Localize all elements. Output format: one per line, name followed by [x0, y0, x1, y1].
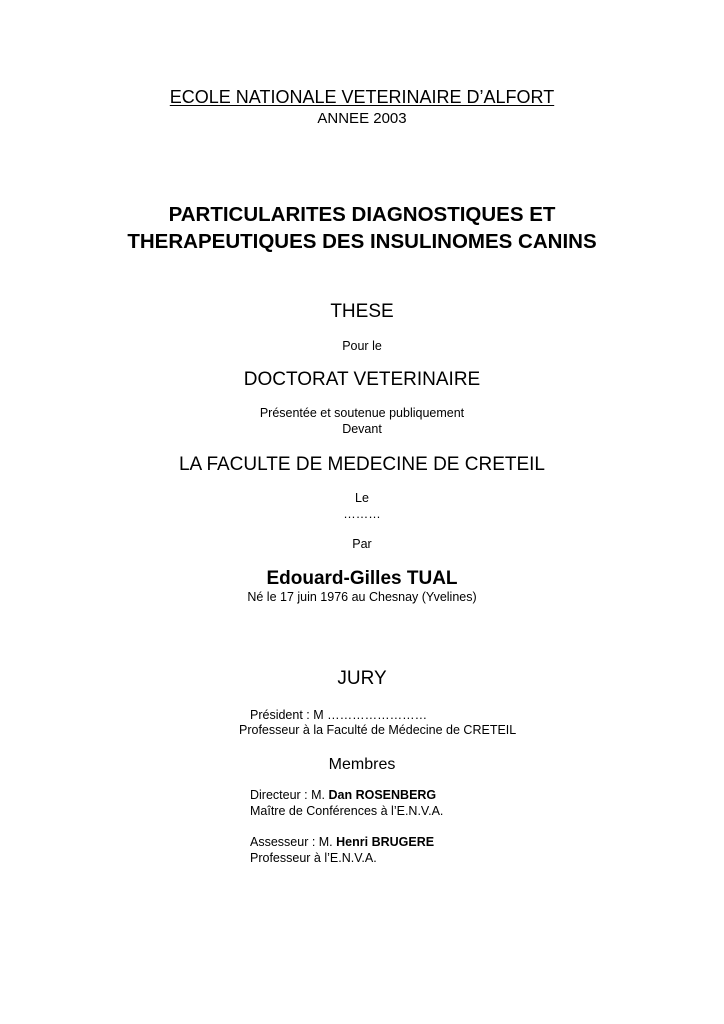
- pour-le: Pour le: [342, 339, 382, 353]
- presented-line: Présentée et soutenue publiquement: [259, 406, 465, 420]
- director-prefix: Directeur : M.: [250, 788, 329, 802]
- assessor-role: Professeur à l’E.N.V.A.: [250, 851, 377, 865]
- thesis-title-line-1: PARTICULARITES DIAGNOSTIQUES ET: [168, 203, 556, 226]
- assessor-line: [250, 836, 434, 849]
- jury-title: JURY: [337, 668, 387, 689]
- faculty: LA FACULTE DE MEDECINE DE CRETEIL: [178, 454, 545, 475]
- school-name: ECOLE NATIONALE VETERINAIRE D’ALFORT: [169, 87, 555, 107]
- director-name: Dan ROSENBERG: [328, 788, 437, 802]
- these-label: THESE: [330, 301, 394, 322]
- director-role: Maître de Conférences à l’E.N.V.A.: [250, 804, 444, 818]
- date-placeholder: ………: [343, 507, 381, 521]
- year: ANNEE 2003: [317, 110, 407, 127]
- degree: DOCTORAT VETERINAIRE: [243, 369, 481, 390]
- devant: Devant: [342, 422, 382, 436]
- members-title: Membres: [328, 756, 396, 773]
- author-name: Edouard-Gilles TUAL: [266, 568, 458, 589]
- thesis-title-line-2: THERAPEUTIQUES DES INSULINOMES CANINS: [127, 230, 597, 253]
- assessor-prefix: Assesseur : M.: [250, 835, 337, 849]
- president-role: Professeur à la Faculté de Médecine de CRETEIL: [239, 723, 517, 737]
- president-line: Président : M ……………………: [250, 708, 428, 722]
- par-label: Par: [352, 537, 372, 551]
- le-label: Le: [355, 491, 369, 505]
- director-line: [250, 789, 436, 802]
- assessor-name: Henri BRUGERE: [336, 835, 435, 849]
- author-birth: Né le 17 juin 1976 au Chesnay (Yvelines): [247, 590, 477, 604]
